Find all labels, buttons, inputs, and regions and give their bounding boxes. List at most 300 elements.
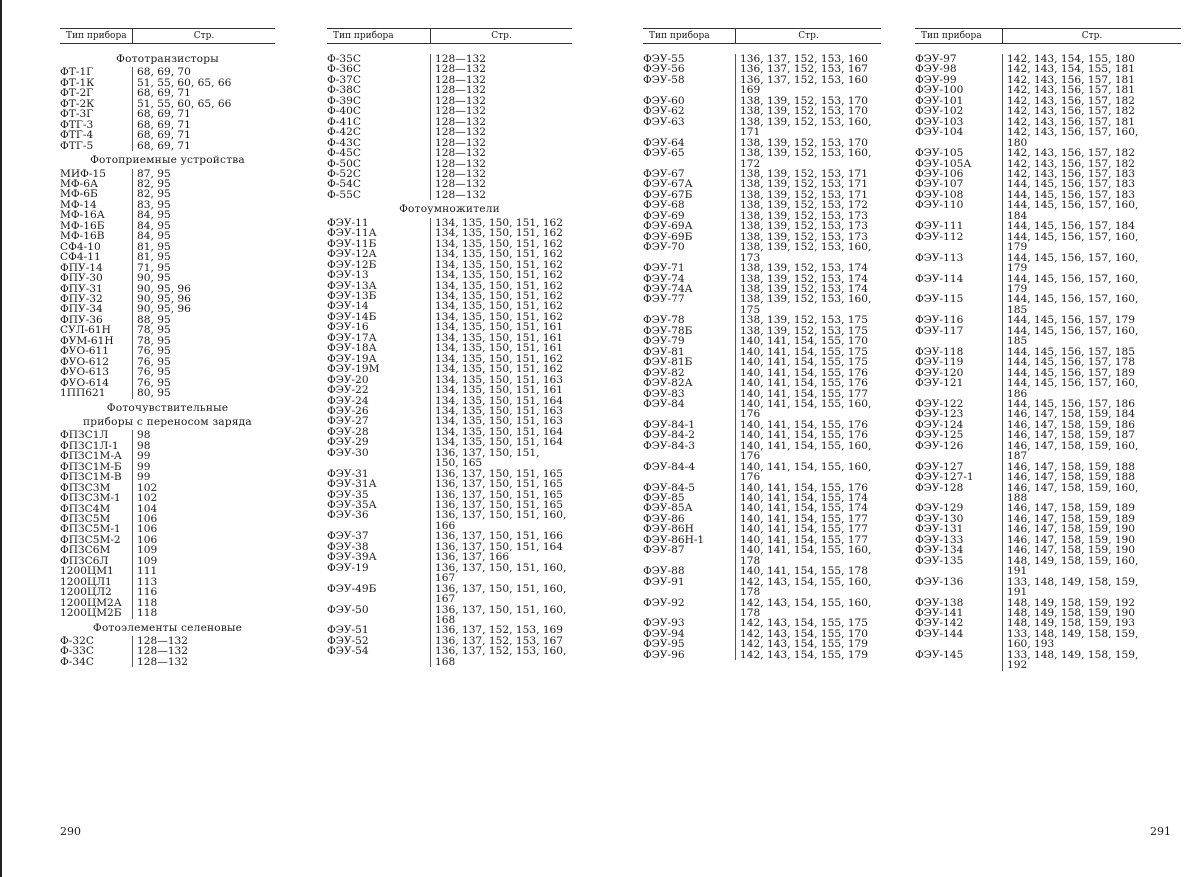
device-type: МФ-14	[60, 198, 97, 211]
device-type: ФЭУ-28	[327, 425, 369, 438]
page-refs: 134, 135, 150, 151, 161	[430, 333, 563, 343]
device-type: ФЭУ-111	[915, 220, 964, 233]
page-refs: 144, 145, 156, 157, 189	[1002, 368, 1135, 378]
index-row	[915, 294, 1181, 304]
index-row	[643, 399, 881, 409]
page-refs: 136, 137, 150, 151, 164	[430, 542, 563, 552]
device-type: Ф-43С	[327, 136, 361, 149]
page-refs: 128—132	[430, 148, 486, 158]
page-refs: 146, 147, 158, 159, 190	[1002, 524, 1135, 534]
device-type: ФЭУ-18А	[327, 342, 377, 355]
device-type: ФЭУ-64	[643, 136, 685, 149]
device-type: ФЭУ-102	[915, 105, 964, 118]
device-type: ФУМ-61Н	[60, 334, 114, 347]
device-type: МФ-16В	[60, 230, 105, 243]
page-refs: 136, 137, 150, 151, 165	[430, 469, 563, 479]
page-refs: 142, 143, 156, 157, 181	[1002, 85, 1135, 95]
device-type: ФЭУ-116	[915, 314, 964, 327]
index-row	[915, 556, 1181, 566]
index-row	[915, 200, 1181, 210]
device-type: 1200ЦМ2А	[60, 596, 122, 609]
page-refs: 138, 139, 152, 153, 170	[735, 106, 868, 116]
device-type: ФЭУ-36	[327, 509, 369, 522]
device-type: ФЭУ-56	[643, 63, 685, 76]
device-type: ФПЗС1М-В	[60, 471, 122, 484]
device-type: ФЭУ-124	[915, 418, 964, 431]
page-refs: 128—132	[132, 646, 188, 656]
page-refs: 140, 141, 154, 155, 160,	[735, 441, 871, 451]
page-refs: 98	[132, 430, 150, 440]
page-refs: 128—132	[430, 96, 486, 106]
device-type: ФПЗС3М	[60, 481, 111, 494]
index-row	[915, 274, 1181, 284]
page-refs: 140, 141, 154, 155, 176	[735, 430, 868, 440]
page-refs: 81, 95	[132, 252, 171, 262]
device-type: ФЭУ-129	[915, 502, 964, 515]
page-refs: 140, 141, 154, 155, 177	[735, 389, 868, 399]
page-refs: 136, 137, 150, 151, 165	[430, 479, 563, 489]
page-refs: 118	[132, 608, 157, 618]
page-refs: 138, 139, 152, 153, 160,	[735, 242, 871, 252]
page-refs: 148, 149, 158, 159, 192	[1002, 598, 1135, 608]
table-header	[643, 28, 881, 44]
page-refs: 99	[132, 451, 150, 461]
page-refs: 51, 55, 60, 65, 66	[132, 99, 231, 109]
device-type: ФПУ-14	[60, 261, 103, 274]
device-type: ФПУ-34	[60, 303, 103, 316]
index-row	[327, 148, 572, 158]
page-refs: 138, 139, 152, 153, 172	[735, 200, 868, 210]
page-refs: 191	[1002, 587, 1027, 597]
index-row	[643, 472, 881, 482]
page-refs: 68, 69, 71	[132, 130, 191, 140]
device-type: ФЭУ-113	[915, 251, 964, 264]
page-refs: 184	[1002, 211, 1027, 221]
page-refs: 140, 141, 154, 155, 178	[735, 566, 868, 576]
page-refs: 138, 139, 152, 153, 173	[735, 211, 868, 221]
device-type: ФЭУ-104	[915, 126, 964, 139]
device-type: ФЭУ-69	[643, 209, 685, 222]
index-row	[915, 326, 1181, 336]
page-refs: 136, 137, 152, 153, 160	[735, 75, 868, 85]
device-type: МИФ-15	[60, 167, 106, 180]
page-refs: 142, 143, 156, 157, 182	[1002, 159, 1135, 169]
page-refs: 68, 69, 71	[132, 120, 191, 130]
device-type: ФУО-614	[60, 376, 109, 389]
device-type: ФЭУ-136	[915, 575, 964, 588]
page-refs: 146, 147, 158, 159, 190	[1002, 535, 1135, 545]
index-row	[915, 127, 1181, 137]
page-refs: 76, 95	[132, 367, 171, 377]
page-refs: 90, 95, 96	[132, 284, 191, 294]
header-page-label: Стр.	[193, 30, 215, 41]
device-type: ФЭУ-131	[915, 523, 964, 536]
page-refs: 138, 139, 152, 153, 171	[735, 179, 868, 189]
device-type: ФПЗС1М-Б	[60, 460, 122, 473]
device-type: ФЭУ-65	[643, 147, 685, 160]
page-refs: 142, 143, 156, 157, 160,	[1002, 127, 1138, 137]
page-refs: 136, 137, 152, 153, 160	[735, 54, 868, 64]
page-refs: 146, 147, 158, 159, 160,	[1002, 441, 1138, 451]
page-refs: 76, 95	[132, 346, 171, 356]
index-row	[60, 273, 275, 283]
device-type: ФЭУ-22	[327, 384, 369, 397]
device-type: ФЭУ-82	[643, 366, 685, 379]
index-column-4	[915, 28, 1181, 671]
page-refs: 133, 148, 149, 158, 159,	[1002, 650, 1138, 660]
page-refs: 104	[132, 504, 157, 514]
page-refs: 78, 95	[132, 325, 171, 335]
page-refs: 78, 95	[132, 336, 171, 346]
page-refs: 99	[132, 472, 150, 482]
page-refs: 142, 143, 156, 157, 182	[1002, 148, 1135, 158]
page-refs: 178	[735, 587, 760, 597]
page-refs: 142, 143, 156, 157, 182	[1002, 106, 1135, 116]
device-type: ФЭУ-100	[915, 84, 964, 97]
page-refs: 138, 139, 152, 153, 175	[735, 315, 868, 325]
device-type: ФЭУ-11	[327, 216, 369, 229]
page-refs: 128—132	[430, 179, 486, 189]
page-refs: 176	[735, 472, 760, 482]
device-type: ФЭУ-105	[915, 147, 964, 160]
device-type: ФЭУ-71	[643, 262, 685, 275]
device-type: ФЭУ-96	[643, 648, 685, 661]
device-type: ФЭУ-19	[327, 561, 369, 574]
device-type: ФЭУ-49Б	[327, 582, 377, 595]
device-type: ФЭУ-126	[915, 439, 964, 452]
device-type: ФЭУ-86	[643, 512, 685, 525]
page-refs: 144, 145, 156, 157, 183	[1002, 179, 1135, 189]
device-type: Ф-35С	[327, 53, 361, 65]
page-refs: 142, 143, 154, 155, 160,	[735, 577, 871, 587]
device-type: ФЭУ-31	[327, 467, 369, 480]
device-type: Ф-41С	[327, 115, 361, 128]
device-type: ФЭУ-135	[915, 554, 964, 567]
page-refs: 136, 137, 150, 151,	[430, 448, 539, 458]
index-row	[327, 657, 572, 667]
device-type: ФЭУ-106	[915, 167, 964, 180]
device-type: ФЭУ-30	[327, 446, 369, 459]
page-refs: 134, 135, 150, 151, 161	[430, 385, 563, 395]
page-refs: 140, 141, 154, 155, 177	[735, 535, 868, 545]
page-refs: 128—132	[430, 138, 486, 148]
page-refs: 146, 147, 158, 159, 160,	[1002, 483, 1138, 493]
section-heading: Фототранзисторы	[116, 53, 219, 65]
page-refs: 68, 69, 71	[132, 88, 191, 98]
device-type: ФПЗС4М	[60, 502, 111, 515]
device-type: ФЭУ-141	[915, 607, 964, 620]
page-refs: 142, 143, 154, 155, 181	[1002, 64, 1135, 74]
device-type: ФЭУ-119	[915, 356, 964, 369]
device-type: ФЭУ-67	[643, 167, 685, 180]
page-refs: 140, 141, 154, 155, 176	[735, 420, 868, 430]
device-type: ФТ-2Г	[60, 87, 94, 100]
page-refs: 169	[735, 85, 760, 95]
page-refs: 76, 95	[132, 357, 171, 367]
device-type: ФПЗС5М-2	[60, 533, 121, 546]
page-refs: 134, 135, 150, 151, 162	[430, 364, 563, 374]
device-type: 1200ЦЛ1	[60, 575, 112, 588]
page-refs: 138, 139, 152, 153, 160,	[735, 117, 871, 127]
page-refs: 134, 135, 150, 151, 164	[430, 427, 563, 437]
device-type: ФЭУ-107	[915, 178, 964, 191]
page-refs: 134, 135, 150, 151, 162	[430, 239, 563, 249]
page-refs: 138, 139, 152, 153, 171	[735, 190, 868, 200]
page-refs: 185	[1002, 305, 1027, 315]
page-refs: 83, 95	[132, 200, 171, 210]
index-row	[915, 650, 1181, 660]
index-column-2	[327, 28, 572, 667]
device-type: ФЭУ-20	[327, 373, 369, 386]
device-type: ФЭУ-14	[327, 300, 369, 313]
page-refs: 113	[132, 577, 157, 587]
page-refs: 109	[132, 556, 157, 566]
page-refs: 168	[430, 657, 455, 667]
device-type: СФ4-10	[60, 240, 101, 253]
device-type: ФЭУ-67А	[643, 178, 693, 191]
device-type: ФЭУ-108	[915, 188, 964, 201]
page-refs: 138, 139, 152, 153, 160,	[735, 294, 871, 304]
page-refs: 138, 139, 152, 153, 170	[735, 138, 868, 148]
index-row	[915, 263, 1181, 273]
page-refs: 140, 141, 154, 155, 175	[735, 347, 868, 357]
device-type: ФЭУ-145	[915, 648, 964, 661]
page-refs: 128—132	[430, 85, 486, 95]
page-refs: 128—132	[430, 159, 486, 169]
device-type: ФЭУ-93	[643, 617, 685, 630]
device-type: ФЭУ-115	[915, 293, 964, 306]
index-row	[60, 608, 275, 618]
page-refs: 146, 147, 158, 159, 190	[1002, 545, 1135, 555]
index-row	[915, 148, 1181, 158]
device-type: ФЭУ-94	[643, 627, 685, 640]
header-page-label: Стр.	[491, 30, 512, 41]
device-type: ФЭУ-12А	[327, 248, 377, 261]
page-refs: 102	[132, 493, 157, 503]
page-refs: 128—132	[430, 106, 486, 116]
page-refs: 136, 137, 150, 151, 165	[430, 490, 563, 500]
page-refs: 140, 141, 154, 155, 174	[735, 493, 868, 503]
page-refs: 134, 135, 150, 151, 164	[430, 437, 563, 447]
section-heading: Фоточувствительные	[106, 401, 229, 414]
device-type: ФЭУ-83	[643, 387, 685, 400]
page-refs: 140, 141, 154, 155, 177	[735, 524, 868, 534]
page-refs: 144, 145, 156, 157, 184	[1002, 221, 1135, 231]
page-refs: 146, 147, 158, 159, 189	[1002, 514, 1135, 524]
device-type: ФЭУ-123	[915, 408, 964, 421]
device-type: ФЭУ-122	[915, 397, 964, 410]
section-heading: Фотоприемные устройства	[90, 154, 245, 167]
device-type: Ф-52С	[327, 167, 361, 180]
page-refs: 84, 95	[132, 221, 171, 231]
page-refs: 128—132	[430, 117, 486, 127]
device-type: ФПЗС5М	[60, 513, 111, 526]
device-type: ФЭУ-86Н	[643, 523, 694, 536]
page-refs: 134, 135, 150, 151, 161	[430, 343, 563, 353]
page-refs: 186	[1002, 389, 1027, 399]
page-refs: 146, 147, 158, 159, 189	[1002, 503, 1135, 513]
device-type: ФЭУ-24	[327, 394, 369, 407]
page-refs: 68, 69, 71	[132, 109, 191, 119]
device-type: ФЭУ-26	[327, 404, 369, 417]
page-refs: 87, 95	[132, 169, 171, 179]
device-type: ФПУ-31	[60, 282, 103, 295]
page-refs: 116	[132, 587, 157, 597]
device-type: ФЭУ-74	[643, 272, 685, 285]
index-row	[60, 388, 275, 398]
device-type: МФ-6А	[60, 177, 98, 190]
page-refs: 167	[430, 594, 455, 604]
page-refs: 142, 143, 156, 157, 183	[1002, 169, 1135, 179]
device-type: ФЭУ-69А	[643, 220, 693, 233]
device-type: ФЭУ-51	[327, 624, 369, 637]
page-refs: 142, 143, 156, 157, 181	[1002, 75, 1135, 85]
page-refs: 179	[1002, 263, 1027, 273]
device-type: ФЭУ-52	[327, 634, 369, 647]
index-row	[643, 378, 881, 388]
page-refs: 136, 137, 150, 151, 160,	[430, 510, 566, 520]
page-refs: 136, 137, 150, 151, 160,	[430, 605, 566, 615]
page-refs: 134, 135, 150, 151, 162	[430, 301, 563, 311]
device-type: ФЭУ-134	[915, 544, 964, 557]
page-refs: 134, 135, 150, 151, 162	[430, 249, 563, 259]
index-row	[915, 232, 1181, 242]
page-refs: 138, 139, 152, 153, 175	[735, 326, 868, 336]
device-type: ФЭУ-35	[327, 488, 369, 501]
device-type: ФЭУ-125	[915, 429, 964, 442]
index-row	[643, 117, 881, 127]
page-refs: 128—132	[430, 54, 486, 64]
page-refs: 146, 147, 158, 159, 188	[1002, 472, 1135, 482]
device-type: ФЭУ-84-4	[643, 460, 695, 473]
index-row	[327, 385, 572, 395]
device-type	[643, 587, 735, 597]
device-type: ФЭУ-39А	[327, 551, 377, 564]
device-type: ФЭУ-79	[643, 335, 685, 348]
page-refs: 142, 143, 154, 155, 180	[1002, 54, 1135, 64]
page-refs: 111	[132, 566, 157, 576]
page-refs: 144, 145, 156, 157, 185	[1002, 347, 1135, 357]
device-type: ФПЗС3М-1	[60, 492, 121, 505]
page-refs: 134, 135, 150, 151, 164	[430, 396, 563, 406]
page-refs: 134, 135, 150, 151, 162	[430, 228, 563, 238]
page-refs: 98	[132, 441, 150, 451]
device-type: ФЭУ-13Б	[327, 289, 377, 302]
page-refs: 134, 135, 150, 151, 163	[430, 416, 563, 426]
device-type: ФЭУ-54	[327, 645, 369, 658]
page-refs: 144, 145, 156, 157, 160,	[1002, 200, 1138, 210]
page-refs: 140, 141, 154, 155, 177	[735, 514, 868, 524]
page-refs: 106	[132, 524, 157, 534]
index-column-3	[643, 28, 881, 660]
device-type: ФТГ-4	[60, 129, 94, 142]
device-type: ФЭУ-78	[643, 314, 685, 327]
device-type: Ф-45С	[327, 147, 361, 160]
device-type: ФЭУ-69Б	[643, 230, 693, 243]
page-refs: 134, 135, 150, 151, 162	[430, 270, 563, 280]
page-refs: 136, 137, 150, 151, 160,	[430, 584, 566, 594]
device-type: ФЭУ-99	[915, 73, 957, 86]
device-type: ФЭУ-35А	[327, 499, 377, 512]
page-refs: 144, 145, 156, 157, 160,	[1002, 274, 1138, 284]
section-heading: Фотоэлементы селеновые	[92, 621, 243, 634]
index-row	[60, 141, 275, 151]
page-refs: 128—132	[430, 64, 486, 74]
page-refs: 142, 143, 154, 155, 160,	[735, 598, 871, 608]
page-refs: 136, 137, 166	[430, 552, 509, 562]
device-type: ФЭУ-86Н-1	[643, 533, 705, 546]
device-type: ФЭУ-97	[915, 53, 957, 65]
page-refs: 144, 145, 156, 157, 160,	[1002, 294, 1138, 304]
page-refs: 88, 95	[132, 315, 171, 325]
page-refs: 140, 141, 154, 155, 176	[735, 483, 868, 493]
page-refs: 82, 95	[132, 179, 171, 189]
page-refs: 136, 137, 152, 153, 167	[430, 636, 563, 646]
index-row	[643, 587, 881, 597]
page-refs: 171	[735, 127, 760, 137]
page-refs: 90, 95, 96	[132, 294, 191, 304]
header-page-label: Стр.	[798, 30, 819, 41]
index-row	[643, 545, 881, 555]
device-type: ФЭУ-16	[327, 321, 369, 334]
page-refs: 133, 148, 149, 158, 159,	[1002, 629, 1138, 639]
page-refs: 175	[735, 305, 760, 315]
device-type	[915, 660, 1002, 670]
page-refs: 138, 139, 152, 153, 174	[735, 284, 868, 294]
index-row	[643, 148, 881, 158]
page-refs: 134, 135, 150, 151, 162	[430, 260, 563, 270]
index-row	[643, 462, 881, 472]
device-type: ФПЗС1Л	[60, 429, 109, 442]
device-type: ФЭУ-78Б	[643, 324, 693, 337]
device-type: ФЭУ-62	[643, 105, 685, 118]
device-type: ФЭУ-17А	[327, 331, 377, 344]
device-type: ФЭУ-84-3	[643, 439, 695, 452]
device-type: ФЭУ-38	[327, 540, 369, 553]
device-type: Ф-37С	[327, 73, 361, 86]
index-row	[643, 441, 881, 451]
page-refs: 128—132	[132, 657, 188, 667]
table-header	[327, 28, 572, 44]
device-type: ФЭУ-81Б	[643, 356, 693, 369]
device-type: ФУО-611	[60, 345, 109, 358]
page-refs: 128—132	[430, 75, 486, 85]
page-refs: 84, 95	[132, 210, 171, 220]
page-refs: 136, 137, 150, 151, 160,	[430, 563, 566, 573]
device-type: ФПЗС1М-А	[60, 450, 122, 463]
page-refs: 138, 139, 152, 153, 170	[735, 96, 868, 106]
device-type: ФЭУ-84-5	[643, 481, 695, 494]
header-page-label: Стр.	[1081, 30, 1103, 41]
index-row	[327, 479, 572, 489]
header-type-label: Тип прибора	[327, 29, 431, 43]
page-refs: 134, 135, 150, 151, 161	[430, 322, 563, 332]
page-refs: 109	[132, 545, 157, 555]
device-type: ФЭУ-142	[915, 617, 964, 630]
page-refs: 81, 95	[132, 242, 171, 252]
device-type: ФЭУ-14Б	[327, 310, 377, 323]
page-refs: 134, 135, 150, 151, 162	[430, 354, 563, 364]
page-refs: 136, 137, 150, 151, 165	[430, 500, 563, 510]
table-header	[915, 28, 1181, 44]
page-refs: 90, 95, 96	[132, 304, 191, 314]
page-refs: 172	[735, 159, 760, 169]
page-refs: 134, 135, 150, 151, 163	[430, 375, 563, 385]
index-row	[643, 577, 881, 587]
device-type: МФ-16Б	[60, 219, 105, 232]
device-type: ФПЗС5М-1	[60, 523, 121, 536]
page-refs: 71, 95	[132, 263, 171, 273]
